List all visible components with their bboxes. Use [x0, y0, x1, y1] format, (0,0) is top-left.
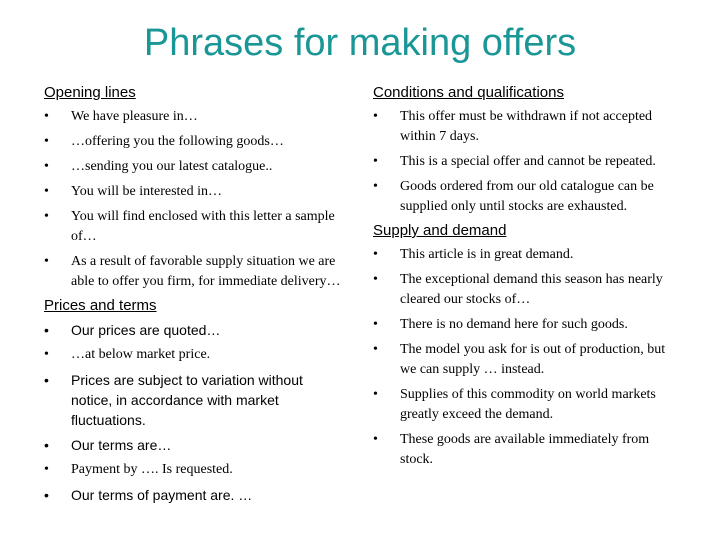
bullet-icon: •: [44, 184, 49, 199]
list-item: • The exceptional demand this season has nearly cleared our stocks of…: [373, 272, 663, 307]
bullet-icon: •: [373, 179, 378, 194]
list-item: • Our prices are quoted…: [44, 322, 221, 338]
bullet-icon: •: [44, 209, 49, 224]
prices-terms-heading: Prices and terms: [44, 297, 157, 314]
list-item: • Prices are subject to variation without notice, in accordance with market fluctuations.: [44, 372, 303, 428]
list-item: • You will find enclosed with this letter a sample of…: [44, 209, 335, 244]
right-column: [373, 84, 683, 475]
list-item: • This offer must be withdrawn if not accepted within 7 days.: [373, 109, 653, 144]
list-item: • Payment by …. Is requested.: [44, 460, 344, 480]
list-item: • …sending you our latest catalogue..: [44, 157, 344, 177]
list-item: • There is no demand here for such goods.: [373, 315, 683, 335]
list-item: • These goods are available immediately from stock.: [373, 432, 650, 467]
bullet-icon: •: [44, 462, 49, 477]
bullet-icon: •: [44, 487, 49, 503]
bullet-icon: •: [373, 387, 378, 402]
bullet-icon: •: [373, 432, 378, 447]
bullet-icon: •: [373, 154, 378, 169]
opening-lines-list: [44, 107, 344, 292]
bullet-icon: •: [44, 109, 49, 124]
supply-demand-heading: Supply and demand: [373, 222, 507, 239]
list-item: • …offering you the following goods…: [44, 132, 344, 152]
supply-demand-list: [373, 245, 683, 470]
bullet-icon: •: [373, 342, 378, 357]
list-item: • The model you ask for is out of production, but we can supply … instead.: [373, 342, 666, 377]
list-item: • We have pleasure in…: [44, 107, 344, 127]
bullet-icon: •: [44, 254, 49, 269]
list-item: • Goods ordered from our old catalogue can be supplied only until stocks are exhausted.: [373, 179, 654, 214]
list-item: • As a result of favorable supply situation we are able to offer you firm, for immediate delivery…: [44, 254, 341, 289]
list-item: • This is a special offer and cannot be repeated.: [373, 152, 683, 172]
list-item: • You will be interested in…: [44, 182, 344, 202]
bullet-icon: •: [373, 109, 378, 124]
bullet-icon: •: [44, 372, 49, 388]
left-column: [44, 84, 344, 510]
list-item: • Supplies of this commodity on world markets greatly exceed the demand.: [373, 387, 656, 422]
list-item: • Our terms are…: [44, 437, 172, 453]
bullet-icon: •: [44, 322, 49, 338]
conditions-heading: Conditions and qualifications: [373, 84, 564, 101]
prices-terms-list: [44, 320, 344, 505]
conditions-list: [373, 107, 683, 217]
opening-lines-heading: Opening lines: [44, 84, 136, 101]
bullet-icon: •: [373, 247, 378, 262]
bullet-icon: •: [44, 347, 49, 362]
list-item: • …at below market price.: [44, 345, 344, 365]
list-item: • This article is in great demand.: [373, 245, 683, 265]
slide-title: Phrases for making offers: [143, 22, 577, 64]
bullet-icon: •: [44, 437, 49, 453]
bullet-icon: •: [373, 272, 378, 287]
bullet-icon: •: [373, 317, 378, 332]
bullet-icon: •: [44, 134, 49, 149]
list-item: • Our terms of payment are. …: [44, 487, 253, 503]
bullet-icon: •: [44, 159, 49, 174]
